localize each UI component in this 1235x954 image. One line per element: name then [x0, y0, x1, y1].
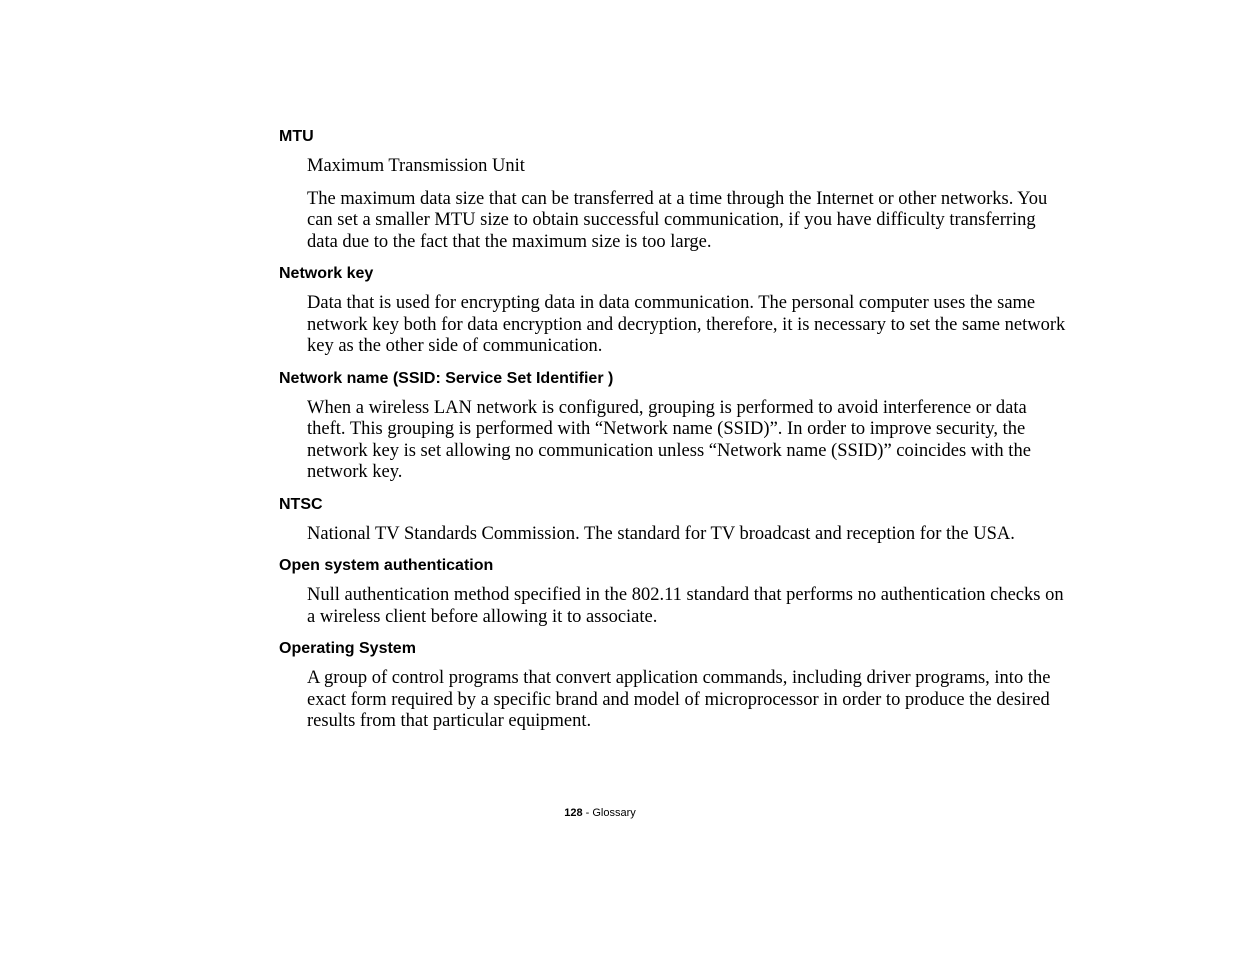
glossary-term: Operating System — [279, 640, 416, 657]
glossary-term: Network key — [279, 265, 374, 282]
glossary-definition: The maximum data size that can be transferred at a time through the Internet or other networks. You can set a smaller MTU size to obtain successful communication, if you have difficulty transferring data due to the fact that the maximum size is too large. — [307, 188, 1048, 252]
glossary-definition: National TV Standards Commission. The standard for TV broadcast and reception for the USA. — [307, 523, 1015, 544]
glossary-term: NTSC — [279, 495, 323, 513]
glossary-entry-open-system-authentication — [279, 556, 1069, 628]
glossary-entry-ntsc — [279, 495, 1069, 546]
glossary-term: Open system authentication — [279, 557, 494, 574]
glossary-term: MTU — [279, 128, 314, 145]
glossary-entry-mtu — [279, 127, 1069, 253]
glossary-content — [279, 127, 1069, 744]
footer-section: Glossary — [592, 807, 636, 819]
glossary-entry-network-name — [279, 369, 1069, 484]
glossary-definition: Null authentication method specified in the 802.11 standard that performs no authentication checks on a wireless client before allowing it to associate. — [307, 585, 1064, 627]
footer-separator: - — [582, 807, 593, 819]
glossary-entry-network-key — [279, 264, 1069, 358]
glossary-definition: A group of control programs that convert application commands, including driver programs, into the exact form required by a specific brand and model of microprocessor in order to produce the desired results from that particular equipment. — [307, 668, 1051, 731]
page-number: 128 — [564, 807, 583, 819]
glossary-entry-operating-system — [279, 639, 1069, 733]
glossary-definition: Maximum Transmission Unit — [307, 156, 525, 176]
glossary-term: Network name (SSID: Service Set Identifier ) — [279, 369, 614, 387]
glossary-definition: Data that is used for encrypting data in data communication. The personal computer uses the same network key both for data encryption and decryption, therefore, it is necessary to set the same network key as the other side of communication. — [307, 293, 1066, 356]
page-footer — [0, 806, 1200, 820]
glossary-definition: When a wireless LAN network is configured, grouping is performed to avoid interference or data theft. This grouping is performed with “Network name (SSID)”. In order to improve security, the network key is set allowing no communication unless “Network name (SSID)” coincides with the network key. — [307, 397, 1031, 482]
